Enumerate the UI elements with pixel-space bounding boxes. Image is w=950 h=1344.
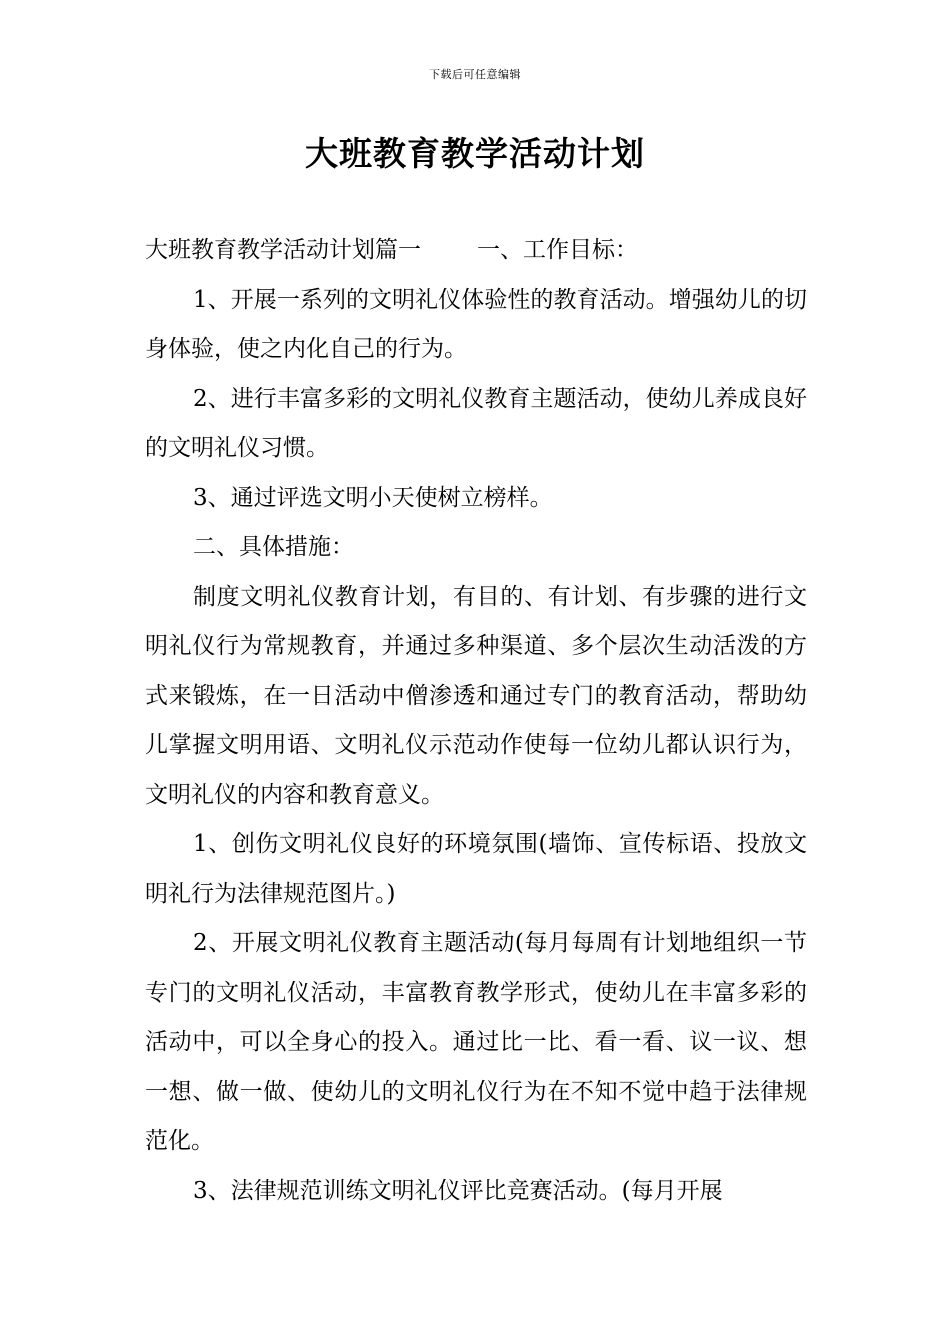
paragraph: 1、创伤文明礼仪良好的环境氛围(墙饰、宣传标语、投放文明礼行为法律规范图片。): [145, 831, 807, 907]
paragraph: 制度文明礼仪教育计划，有目的、有计划、有步骤的进行文明礼仪行为常规教育，并通过多种渠道、多个层次生动活泼的方式来锻炼，在一日活动中僧渗透和通过专门的教育活动，帮助幼儿掌握文明用语、文明礼仪示范动作使每一位幼儿都认识行为，文明礼仪的内容和教育意义。: [145, 583, 807, 808]
intro-line: [145, 226, 807, 276]
section-heading-measures: 二、具体措施：: [193, 534, 354, 560]
paragraph: 2、进行丰富多彩的文明礼仪教育主题活动，使幼儿养成良好的文明礼仪习惯。: [145, 385, 807, 461]
paragraph: 3、法律规范训练文明礼仪评比竞赛活动。(每月开展: [193, 1177, 723, 1204]
part-label: 大班教育教学活动计划篇一: [145, 237, 421, 263]
paragraph: 3、通过评选文明小天使树立榜样。: [193, 484, 553, 511]
paragraph: 2、开展文明礼仪教育主题活动(每月每周有计划地组织一节专门的文明礼仪活动，丰富教育教学形式，使幼儿在丰富多彩的活动中，可以全身心的投入。通过比一比、看一看、议一议、想一想、做一做、使幼儿的文明礼仪行为在不知不觉中趋于法律规范化。: [145, 930, 807, 1154]
header-note: 下载后可任意编辑: [429, 68, 521, 81]
document-body: [145, 226, 807, 1216]
section-heading-goals: 一、工作目标：: [477, 237, 638, 263]
paragraph: 1、开展一系列的文明礼仪体验性的教育活动。增强幼儿的切身体验，使之内化自己的行为。: [145, 286, 807, 362]
document-title: 大班教育教学活动计划: [305, 134, 645, 173]
